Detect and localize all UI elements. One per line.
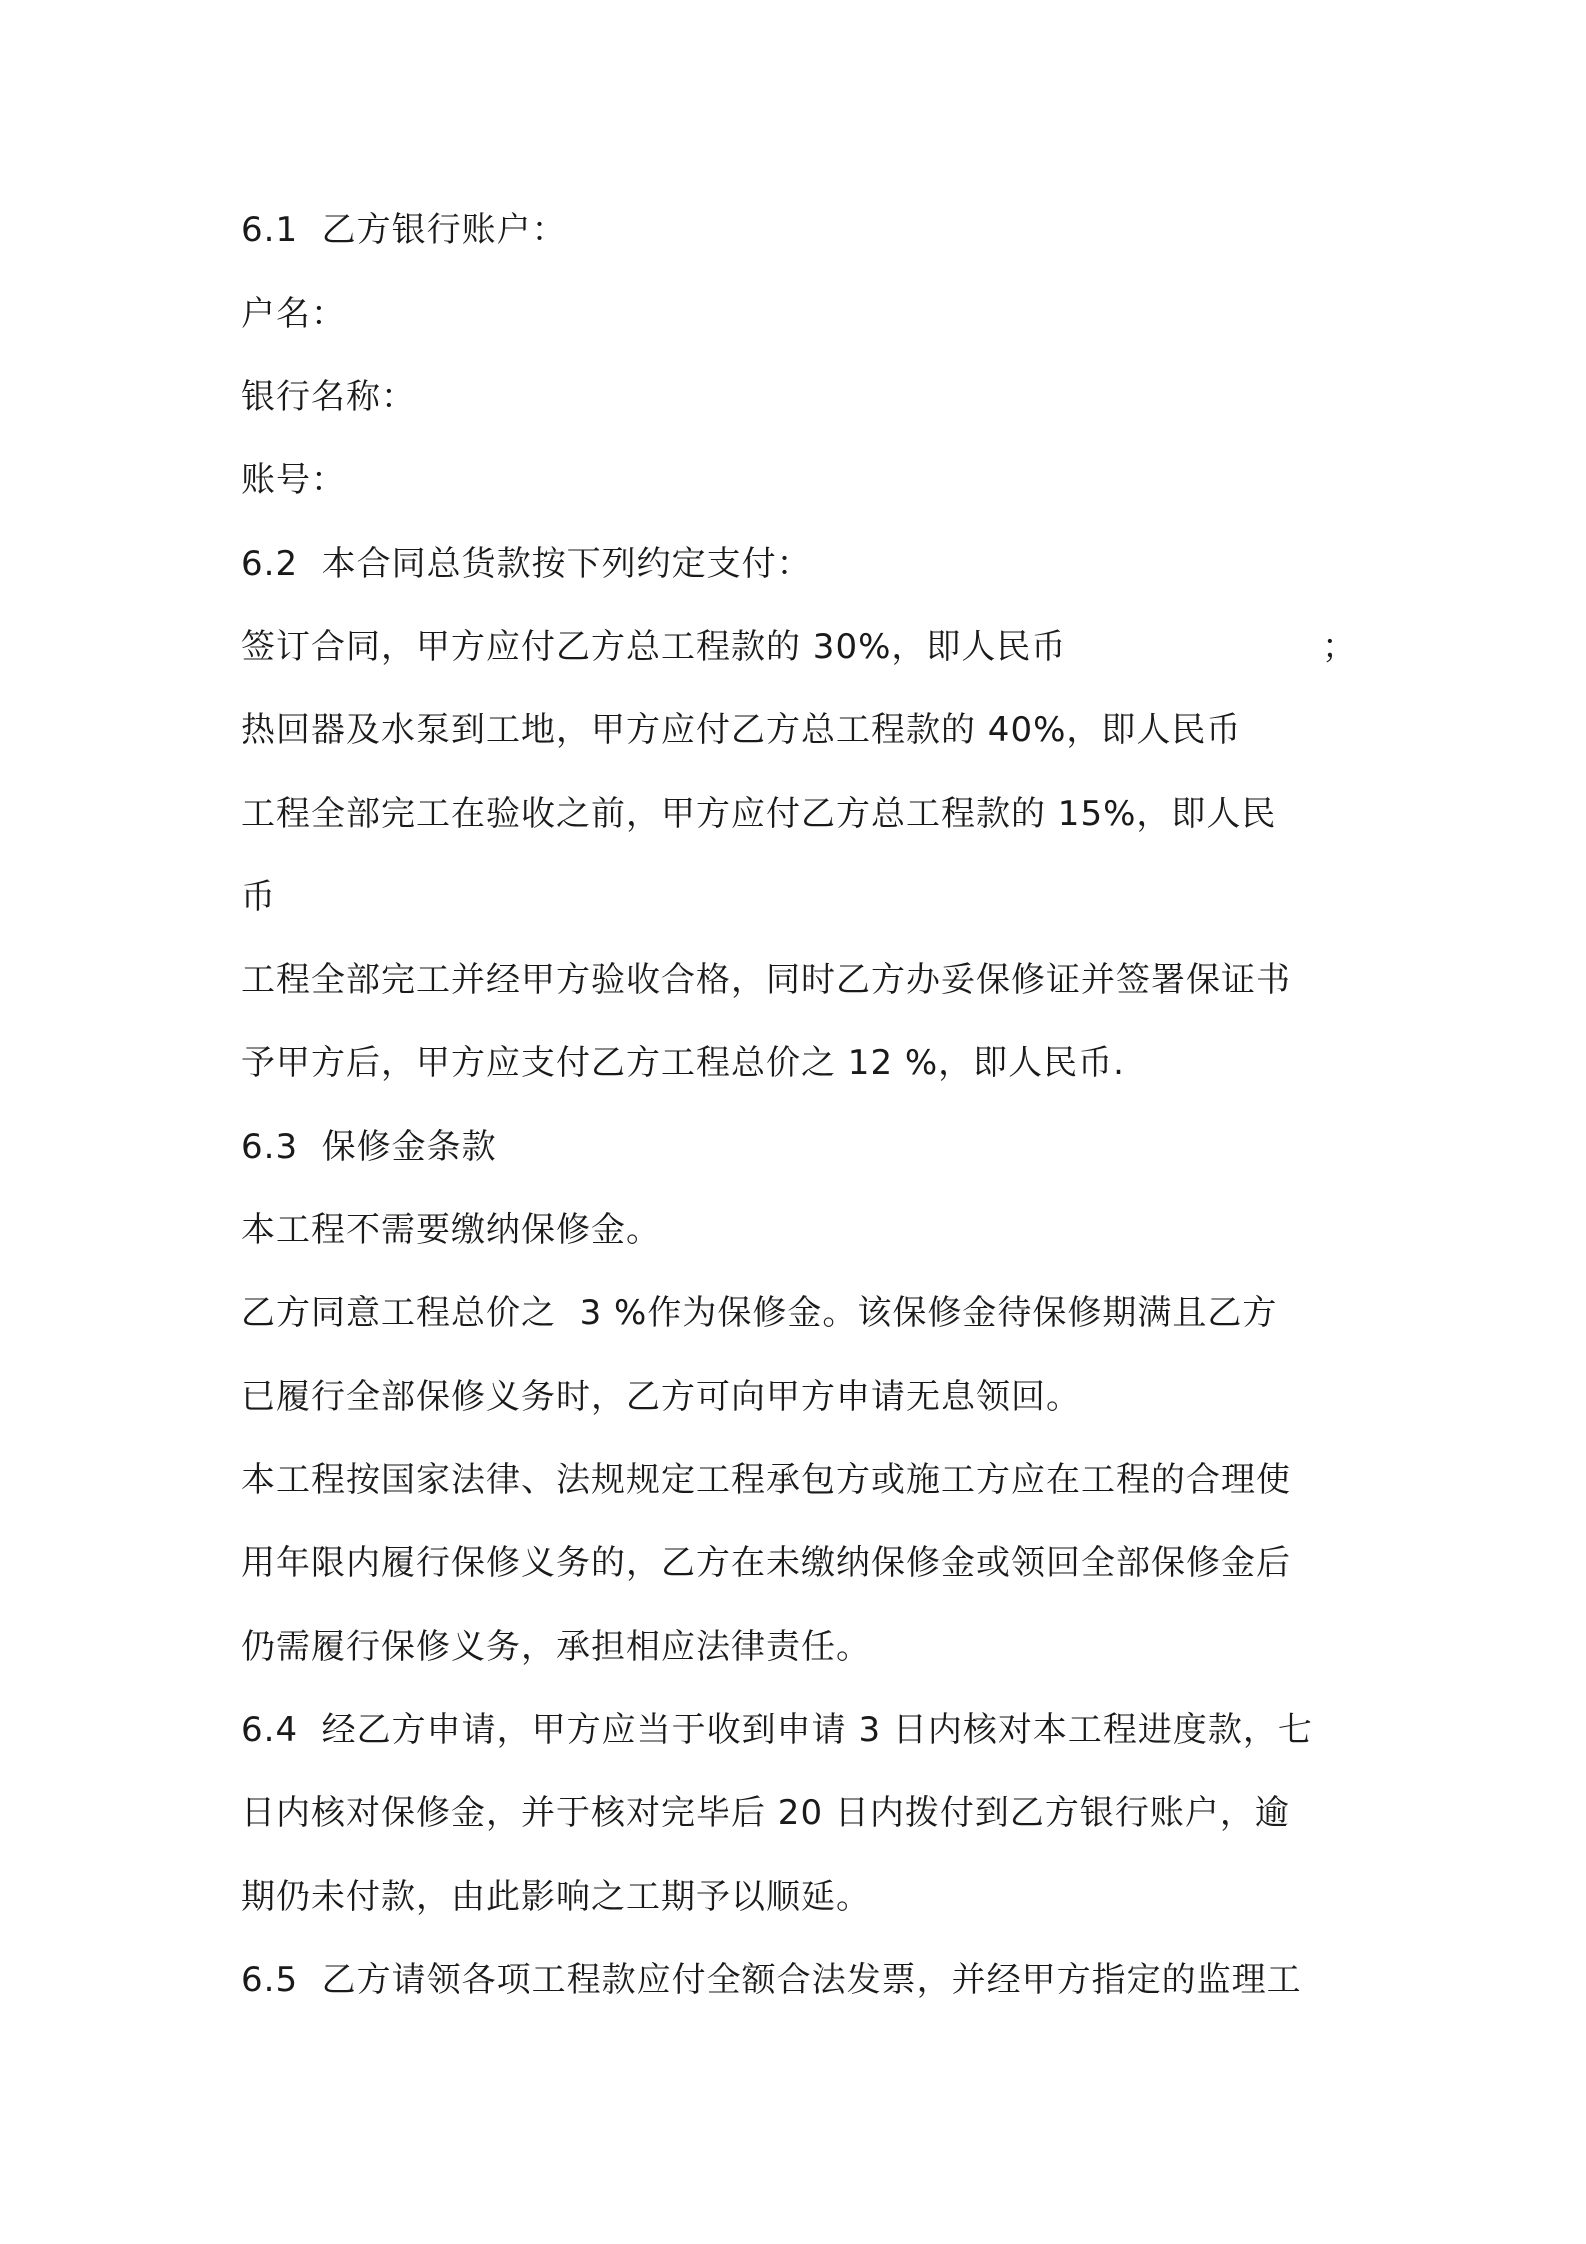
payment-line-before-acceptance-cont: 币	[241, 877, 276, 917]
section-6-3-heading: 6.3 保修金条款	[241, 1127, 497, 1167]
section-6-2-heading: 6.2 本合同总货款按下列约定支付：	[241, 544, 812, 584]
bank-name-label: 银行名称：	[241, 377, 416, 417]
warranty-line-2: 乙方同意工程总价之 3 %作为保修金。该保修金待保修期满且乙方	[241, 1293, 1278, 1333]
warranty-line-6: 仍需履行保修义务，承担相应法律责任。	[241, 1627, 871, 1667]
section-6-4-line-1: 6.4 经乙方申请，甲方应当于收到申请 3 日内核对本工程进度款，七	[241, 1710, 1313, 1750]
section-6-1-heading: 6.1 乙方银行账户：	[241, 210, 567, 250]
payment-line-signing: 签订合同，甲方应付乙方总工程款的 30%，即人民币	[241, 627, 1067, 667]
payment-line-acceptance: 工程全部完工并经甲方验收合格，同时乙方办妥保修证并签署保证书	[241, 960, 1291, 1000]
warranty-line-1: 本工程不需要缴纳保修金。	[241, 1210, 661, 1250]
account-name-label: 户名：	[241, 294, 346, 334]
warranty-line-4: 本工程按国家法律、法规规定工程承包方或施工方应在工程的合理使	[241, 1460, 1291, 1500]
payment-line-acceptance-cont: 予甲方后，甲方应支付乙方工程总价之 12 %，即人民币.	[241, 1043, 1125, 1083]
warranty-line-3: 已履行全部保修义务时，乙方可向甲方申请无息领回。	[241, 1377, 1081, 1417]
account-number-label: 账号：	[241, 460, 346, 500]
section-6-5-line-1: 6.5 乙方请领各项工程款应付全额合法发票，并经甲方指定的监理工	[241, 1960, 1302, 2000]
payment-line-equipment: 热回器及水泵到工地，甲方应付乙方总工程款的 40%，即人民币	[241, 710, 1242, 750]
section-6-4-line-3: 期仍未付款，由此影响之工期予以顺延。	[241, 1877, 871, 1917]
payment-line-semicolon: ；	[1322, 627, 1356, 667]
section-6-4-line-2: 日内核对保修金，并于核对完毕后 20 日内拨付到乙方银行账户，逾	[241, 1793, 1290, 1833]
payment-line-before-acceptance: 工程全部完工在验收之前，甲方应付乙方总工程款的 15%，即人民	[241, 794, 1277, 834]
warranty-line-5: 用年限内履行保修义务的，乙方在未缴纳保修金或领回全部保修金后	[241, 1543, 1291, 1583]
